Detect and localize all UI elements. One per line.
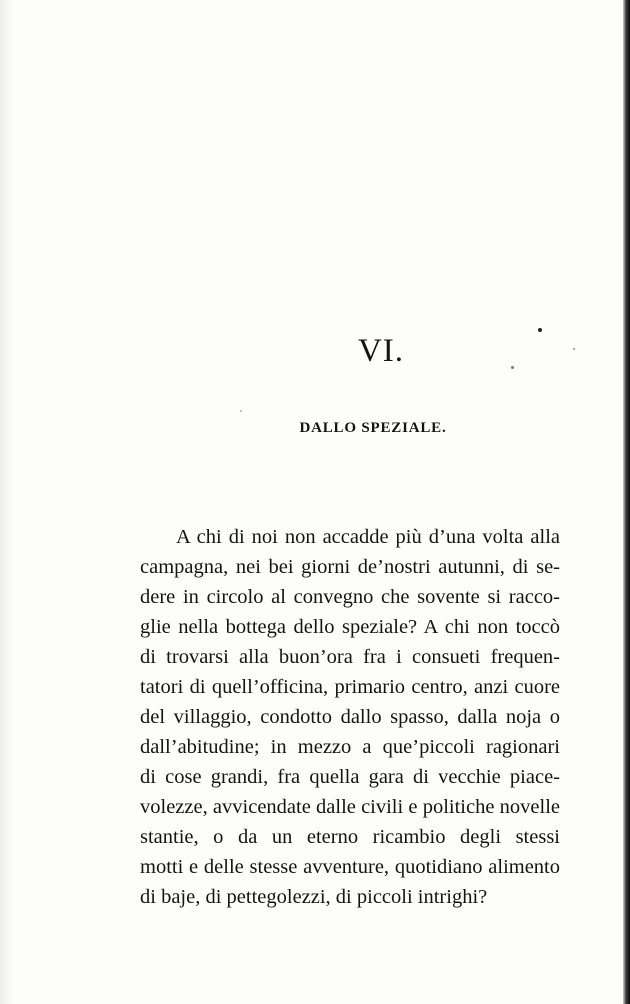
paragraph-line: di cose grandi, fra quella gara di vecchie piace- [140,766,560,788]
paragraph-line: campagna, nei bei giorni de’nostri autunni, di se- [140,556,560,578]
paragraph-line: di trovarsi alla buon’ora fra i consueti frequen- [140,646,560,668]
chapter-title: DALLO SPEZIALE. [299,420,447,436]
chapter-number: VI. [357,333,405,369]
paragraph-line: A chi di noi non accadde più d’una volta alla [176,526,560,548]
paragraph-line: stantie, o da un eterno ricambio degli stessi [140,826,560,848]
paragraph-line: motti e delle stesse avventure, quotidiano alimento [140,856,560,878]
paragraph-line: dere in circolo al convegno che sovente si racco- [140,586,560,608]
paragraph-line: volezze, avvicendate dalle civili e politiche novelle [140,796,560,818]
ink-speck [538,328,542,332]
paragraph-line: glie nella bottega dello speziale? A chi non toccò [140,616,560,638]
paragraph-line: tatori di quell’officina, primario centro, anzi cuore [140,676,560,698]
page-gutter-shadow [0,0,14,1004]
paragraph-line: dall’abitudine; in mezzo a que’piccoli ragionari [140,736,560,758]
chapter-paragraph [140,522,560,912]
paragraph-line: di baje, di pettegolezzi, di piccoli intrighi? [140,886,488,908]
paragraph-line: del villaggio, condotto dallo spasso, dalla noja o [140,706,560,728]
page-edge-shadow [623,0,630,1004]
ink-speck [240,410,242,412]
